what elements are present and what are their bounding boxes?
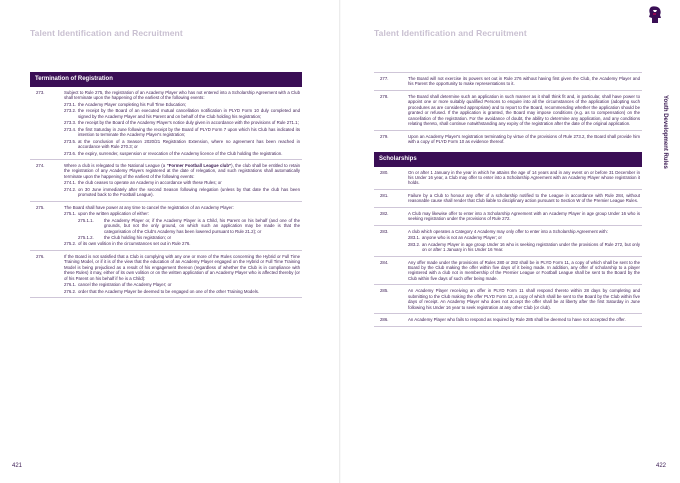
rule-283: 283. A club which operates a Category 4 Academy may only offer to enter into a Scholarship Agreement with: 283.1. anyone who is not an Academy Player; or 283.2. an Academy Player in age group Under 16 who is seeking registration under the provisions of Rule 272, but only on or after 1 January in his Under 16 Year. <box>374 226 642 257</box>
rule-284: 284. Any offer made under the provisions of Rules 280 or 282 shall be in PLYD Form 11, a copy of which shall be sent to the Board by the Club making the offer within five days of it being made. In addition, any offer of scholarship to a player registered with a club not in membership of the Premier League or Football League shall be sent to the Board by the Club within five days of such offer being made. <box>374 257 642 286</box>
running-head: Talent Identification and Recruitment <box>30 28 183 38</box>
rule-text: Where a club is relegated to the National League (a “Former Football League club”), the club shall be entitled to retain the registration of any Academy Players registered at the date of relegation, and such registrations shall automatically terminate upon the happening of the earliest of the following events: <box>64 162 300 179</box>
rule-text: Subject to Rule 275, the registration of an Academy Player who has not entered into a Scholarship Agreement with a Club shall terminate upon the happening of the earliest of the following events: <box>64 90 300 101</box>
sub-rule: 283.1. anyone who is not an Academy Player; or <box>408 235 502 241</box>
rule-285: 285. An Academy Player receiving an offer in PLYD Form 11 shall respond thereto within 28 days by completing and submitting to the Club making the offer PLYD Form 12, a copy of which shall be sent to the Board by the Club within five days of receipt. An Academy Player who does not accept the offer shall be at liberty after the first Saturday in June following his Under 16 year to seek registration at any other Club (or club). <box>374 285 642 314</box>
sub-rule: 273.2. the receipt by the Board of an executed mutual cancellation notification in PLYD Form 10 duly completed and signed by the Academy Player and his Parent and on behalf of the Club holding his registration; <box>64 108 300 119</box>
side-tab: Youth Development Rules <box>662 95 668 169</box>
rule-279: 279. Upon an Academy Player's registration terminating by virtue of the provisions of Rule 273.2, the Board shall provide him with a copy of PLYD Form 10 as evidence thereof. <box>380 133 640 145</box>
sub-rule: 273.5. at the conclusion of a Season 2020/21 Registration Extension, where no agreement has been reached in accordance with Rule 270.3; or <box>64 138 300 150</box>
sub-sub-rule: 275.1.1. the Academy Player or, if the Academy Player is a Child, his Parent on his behalf (and one of the grounds, but not the only ground, on which such an application may be made is that the categorisation of the Club's Academy has been lowered pursuant to Rule 21.2); or <box>78 217 300 234</box>
running-head: Talent Identification and Recruitment <box>374 28 527 38</box>
rule-286: 286. An Academy Player who fails to respond as required by Rule 285 shall be deemed to have not accepted the offer. <box>374 314 642 326</box>
rule-text: The Board shall have power at any time to cancel the registration of an Academy Player: <box>64 204 234 210</box>
section-heading-termination: Termination of Registration <box>30 72 302 87</box>
sub-rule: 273.3. the receipt by the Board of the Academy Player's notice duly given in accordance with the provisions of Rule 271.1; <box>64 120 299 126</box>
rule-276: 276. If the Board is not satisfied that a Club is complying with any one or more of the Rules concerning the Hybrid or Full Time Training Model, or if it is of the view that the education of an Academy Player engaged on the Hybrid or Full Time Training Model is being prejudiced as a result of his engagement thereon (regardless of whether the Club is in compliance with these Rules) it may, either of its own volition or on the written application of an Academy Player who is affected thereby (or of his Parent on his behalf if he is a Child): 276.1. cancel the registration of the Academy Player; or 276.2. order that the Academy Player be deemed to be engaged on one of the other Training Models. <box>30 251 302 298</box>
rule-274: 274. Where a club is relegated to the National League (a “Former Football League club”), the club shall be entitled to retain the registration of any Academy Players registered at the date of relegation, and such registrations shall automatically terminate upon the happening of the earliest of the following events: 274.1. the club ceases to operate an Academy in accordance with these Rules; or 274.2. on 30 June immediately after the second Season following relegation (unless by that date the club has been promoted back to the Football League). <box>30 160 302 202</box>
sub-rule: 273.1. the Academy Player completing his Full Time Education; <box>64 101 187 107</box>
premier-league-lion-icon <box>648 6 662 24</box>
sub-rule: 283.2. an Academy Player in age group Under 16 who is seeking registration under the provisions of Rule 272, but only on or after 1 January in his Under 16 Year. <box>408 241 640 253</box>
rule-275: 275. The Board shall have power at any time to cancel the registration of an Academy Player: 275.1. upon the written application of either: 275.1.1. the Academy Player or, if the Academy Player is a Child, his Parent on his behalf (and one of the grounds, but not the only ground, on which such an application may be made is that the categorisation of the Club's Academy has been lowered pursuant to Rule 21.2); or 275.1.2. the Club holding his registration; or 275.2. of its own volition in the circumstances set out in Rule 276. <box>30 202 302 251</box>
sub-rule: 273.6. the expiry, surrender, suspension or revocation of the Academy licence of the Club holding the registration. <box>64 150 283 156</box>
right-content <box>374 72 642 327</box>
sub-rule: 274.2. on 30 June immediately after the second Season following relegation (unless by that date the club has been promoted back to the Football League). <box>64 186 300 198</box>
sub-rule: 275.1. upon the written application of either: <box>64 211 149 217</box>
sub-sub-rule: 275.1.2. the Club holding his registration; or <box>78 234 172 240</box>
right-page <box>340 0 680 483</box>
rule-280: 280. On or after 1 January in the year in which he attains the age of 14 years and in any event on or before 31 December in his Under 16 year, a Club may offer to enter into a Scholarship Agreement with an Academy Player whose registration it holds. <box>374 167 642 190</box>
sub-rule: 275.2. of its own volition in the circumstances set out in Rule 276. <box>64 241 191 247</box>
page-number: 422 <box>655 463 666 469</box>
rule-281: 281. Failure by a Club to honour any offer of a scholarship notified to the League in accordance with Rule 284, without reasonable cause shall render that Club liable to disciplinary action pursuant to Section W of the Premier League Rules. <box>374 190 642 208</box>
rule-282: 282. A Club may likewise offer to enter into a Scholarship Agreement with an Academy Player in age group Under 16 who is seeking registration under the provisions of Rule 272. <box>374 208 642 226</box>
sub-rule: 276.2. order that the Academy Player be deemed to be engaged on one of the other Training Models. <box>64 288 260 294</box>
section-heading-scholarships: Scholarships <box>374 152 642 167</box>
rule-273: 273. Subject to Rule 275, the registration of an Academy Player who has not entered into a Scholarship Agreement with a Club shall terminate upon the happening of the earliest of the following events: 273.1. the Academy Player completing his Full Time Education; 273.2. the receipt by the Board of an executed mutual cancellation notification in PLYD Form 10 duly completed and signed by the Academy Player and his Parent and on behalf of the Club holding his registration; 273.3. the receipt by the Board of the Academy Player's notice duly given in accordance with the provisions of Rule 271.1; 273.4. the first Saturday in June following the receipt by the Board of PLYD Form 7 upon which his Club has indicated its intention to terminate the Academy Player's registration; 273.5. at the conclusion of a Season 2020/21 Registration Extension, where no agreement has been reached in accordance with Rule 270.3; or 273.6. the expiry, surrender, suspension or revocation of the Academy licence of the Club holding the registration. <box>30 87 302 160</box>
sub-rule: 274.1. the club ceases to operate an Academy in accordance with these Rules; or <box>64 180 222 186</box>
sub-rule: 273.4. the first Saturday in June following the receipt by the Board of PLYD Form 7 upon which his Club has indicated its intention to terminate the Academy Player's registration; <box>64 126 300 138</box>
page-number: 421 <box>12 463 23 469</box>
rule-text: If the Board is not satisfied that a Club is complying with any one or more of the Rules concerning the Hybrid or Full Time Training Model, or if it is of the view that the education of an Academy Player engaged on the Hybrid or Full Time Training Model is being prejudiced as a result of his engagement thereon (regardless of whether the Club is in compliance with these Rules) it may, either of its own volition or on the written application of an Academy Player who is affected thereby (or of his Parent on his behalf if he is a Child): <box>64 253 300 281</box>
rule-277: 277. The Board will not exercise its powers set out in Rule 276 without having first given the Club, the Academy Player and his Parent the opportunity to make representations to it. <box>374 72 642 91</box>
sub-rule: 276.1. cancel the registration of the Academy Player; or <box>64 282 172 288</box>
left-content <box>30 72 302 298</box>
rule-278: 278. The Board shall determine such an application in such manner as it shall think fit and, in particular, shall have power to appoint one or more suitably qualified Persons to enquire into all the circumstances of the application (adopting such procedures as are considered appropriate) and to report to the Board, recommending whether the application should be granted or refused. If the application is granted, the Board may impose conditions (e.g. as to compensation) on the cancellation of the registration. For the avoidance of doubt, the ability to determine any application, and any conditions relating thereto, shall continue notwithstanding any expiry of the registration after the date of the original application. <box>374 91 642 131</box>
